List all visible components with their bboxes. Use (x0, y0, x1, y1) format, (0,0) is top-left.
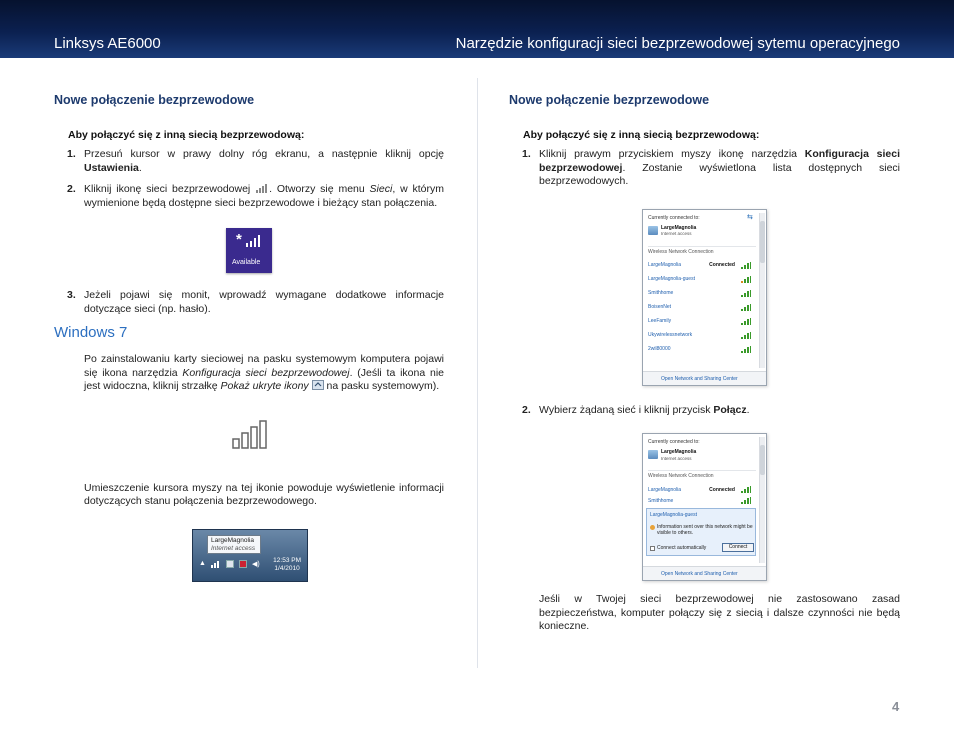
wireless-section-label: Wireless Network Connection (648, 246, 756, 255)
current-network-status: Internet access (661, 455, 692, 461)
network-item[interactable]: LargeMagnolia Connected (648, 262, 751, 269)
left-step-3 (54, 289, 444, 316)
left-subheading: Aby połączyć się z inną siecią bezprzewodową: (68, 129, 305, 141)
network-item[interactable]: 2wil80000 (648, 346, 751, 353)
network-item[interactable]: BoisenNet (648, 304, 751, 311)
selected-network-name: LargeMagnolia-guest (650, 512, 697, 518)
clock-date: 1/4/2010 (274, 564, 300, 572)
wireless-section-label: Wireless Network Connection (648, 470, 756, 479)
signal-icon (741, 304, 751, 311)
right-step-1 (509, 148, 900, 189)
step-text: Kliknij ikonę sieci bezprzewodowej . Otworzy się menu Sieci, w którym wymienione będą dostępne sieci bezprzewodowe i bieżący stan połączenia. (84, 183, 444, 209)
right-step-2 (509, 404, 900, 418)
step-text: Wybierz żądaną sieć i kliknij przycisk Połącz. (539, 403, 750, 416)
current-network-name: LargeMagnolia (661, 224, 697, 231)
left-step-1 (54, 148, 444, 175)
current-connection (648, 450, 696, 461)
open-network-center-link[interactable]: Open Network and Sharing Center (643, 566, 766, 580)
clock-time: 12:53 PM (273, 556, 301, 564)
tray-wireless-icon[interactable] (211, 560, 221, 568)
signal-icon (741, 486, 751, 493)
step-text: Przesuń kursor w prawy dolny róg ekranu, a następnie kliknij opcję Ustawienia. (84, 148, 444, 174)
asterisk-icon: * (236, 231, 242, 248)
document-title: Narzędzie konfiguracji sieci bezprzewodowej sytemu operacyjnego (455, 35, 900, 52)
step-text: Jeżeli pojawi się monit, wprowadź wymagane dodatkowe informacje dotyczące sieci (np. hasło). (84, 289, 444, 315)
current-network-name: LargeMagnolia (661, 449, 697, 455)
left-section-heading: Nowe połączenie bezprzewodowe (54, 93, 255, 107)
tray-volume-icon[interactable]: ◀) (251, 560, 260, 568)
system-tray (199, 560, 260, 568)
network-tooltip (207, 535, 261, 554)
warning-icon (650, 525, 655, 530)
product-name: Linksys AE6000 (54, 35, 161, 52)
wireless-signal-large-icon (232, 419, 272, 449)
current-network-status: Internet access (661, 231, 692, 236)
scrollbar[interactable] (759, 437, 765, 563)
signal-icon (741, 318, 751, 325)
signal-icon (741, 346, 751, 353)
network-list-panel (642, 209, 767, 386)
network-connect-panel (642, 433, 767, 581)
left-column (54, 93, 444, 582)
right-subheading: Aby połączyć się z inną siecią bezprzewodową: (523, 129, 760, 141)
step-number: 3. (67, 289, 76, 301)
step-text: Kliknij prawym przyciskiem myszy ikonę narzędzia Konfiguracja sieci bezprzewodowej. Zostanie wyświetlona lista dostępnych sieci bezprzewodowych. (539, 148, 900, 187)
right-column (509, 93, 900, 634)
step-number: 1. (522, 148, 531, 160)
tooltip-network-name: LargeMagnolia (211, 536, 255, 544)
closing-paragraph: Jeśli w Twojej sieci bezprzewodowej nie zastosowano zasad bezpieczeństwa, komputer połączy się z siecią i dalsze czynności nie będą konieczne. (539, 593, 900, 632)
network-icon (648, 226, 658, 235)
open-network-center-link[interactable]: Open Network and Sharing Center (643, 371, 766, 385)
network-item[interactable]: LargeMagnolia-guest (648, 276, 751, 283)
signal-icon (741, 262, 751, 269)
network-item[interactable]: LeeFamily (648, 318, 751, 325)
network-icon (648, 450, 658, 459)
windows7-paragraph-2: Umieszczenie kursora myszy na tej ikonie powoduje wyświetlenie informacji dotyczących stanu połączenia bezprzewodowego. (84, 481, 444, 507)
step-number: 2. (522, 403, 531, 416)
signal-icon (741, 276, 751, 283)
step-number: 2. (67, 183, 76, 195)
connect-button[interactable]: Connect (722, 543, 754, 552)
connected-status: Connected (709, 262, 735, 268)
refresh-icon[interactable]: ⇆ (747, 213, 753, 221)
tray-arrow-icon[interactable]: ▲ (199, 560, 206, 567)
column-divider (477, 78, 478, 668)
connect-automatically-checkbox[interactable]: Connect automatically (650, 545, 706, 551)
signal-bars-icon (245, 235, 265, 247)
connected-status: Connected (709, 486, 735, 493)
network-item[interactable]: Smithhome (648, 290, 751, 297)
left-step-2 (54, 183, 444, 210)
security-warning: Information sent over this network might be visible to others. (650, 525, 755, 536)
tooltip-network-status: Internet access (211, 544, 256, 552)
signal-icon (741, 332, 751, 339)
taskbar-screenshot (192, 529, 308, 582)
signal-icon (741, 290, 751, 297)
selected-network-item[interactable] (646, 508, 756, 556)
currently-connected-label: Currently connected to: (648, 439, 700, 445)
available-label: Available (232, 259, 261, 266)
network-item[interactable]: LargeMagnolia Connected (648, 486, 751, 493)
network-item[interactable]: Ukywirelessnetwork (648, 332, 751, 339)
tray-clock[interactable] (273, 557, 301, 573)
available-network-tile (226, 228, 272, 273)
scrollbar[interactable] (759, 213, 765, 368)
step-number: 1. (67, 148, 76, 160)
wireless-signal-icon (255, 183, 269, 193)
currently-connected-label: Currently connected to: (648, 214, 700, 221)
checkbox-icon[interactable] (650, 546, 655, 551)
network-item[interactable]: Smithhome (648, 497, 751, 504)
tray-alert-icon[interactable] (239, 560, 247, 568)
windows7-heading: Windows 7 (54, 324, 128, 341)
page-number: 4 (892, 699, 900, 714)
windows7-paragraph-1: Po zainstalowaniu karty sieciowej na pasku systemowym komputera pojawi się ikona narzędzia Konfiguracja sieci bezprzewodowej. (Jeśli ta ikona nie jest widoczna, kliknij strzałkę Pokaż ukryte ikony na pasku systemowym). (84, 353, 444, 392)
show-hidden-icons-icon (312, 380, 324, 390)
signal-icon (741, 497, 751, 504)
right-section-heading: Nowe połączenie bezprzewodowe (509, 93, 710, 107)
header-bar (0, 0, 954, 58)
tray-flag-icon[interactable] (226, 560, 234, 568)
current-connection (648, 226, 696, 237)
